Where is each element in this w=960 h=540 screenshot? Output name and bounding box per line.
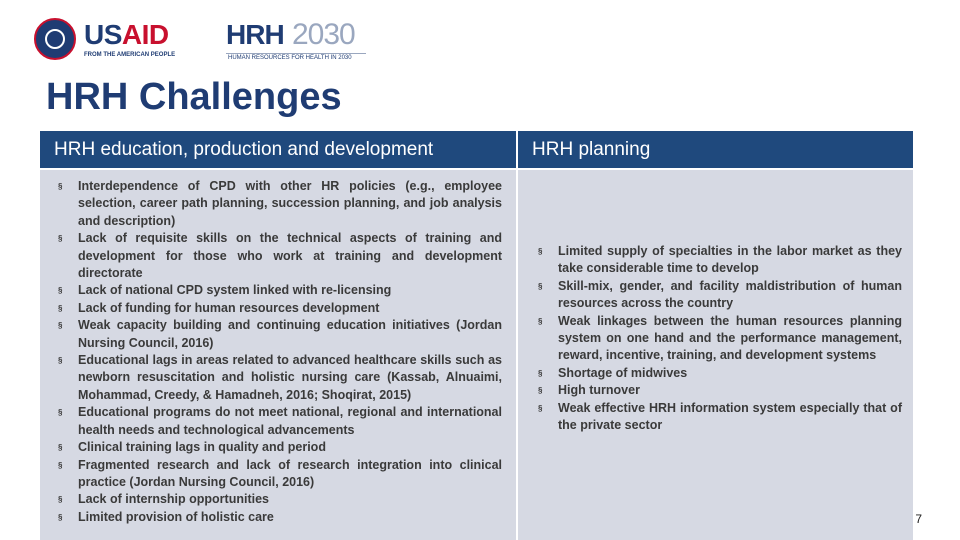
bullet-icon: § (58, 443, 63, 453)
hrh-year: 2030 (292, 18, 355, 51)
bullet-icon: § (58, 512, 63, 522)
bullet-icon: § (538, 386, 543, 396)
list-item: § Fragmented research and lack of research integration into clinical practice (Jordan Nursing Council, 2016) (58, 457, 502, 489)
bullet-icon: § (58, 460, 63, 470)
bullet-icon: § (538, 281, 543, 291)
right-bullet-list (538, 243, 902, 434)
list-item: § Weak linkages between the human resources planning system on one hand and the performance management, reward, incentive, training, and development systems (538, 313, 902, 363)
bullet-icon: § (58, 286, 63, 296)
hrh-tagline: HUMAN RESOURCES FOR HEALTH IN 2030 (228, 55, 352, 61)
right-column-header: HRH planning (518, 131, 913, 168)
list-item: § Weak capacity building and continuing education initiatives (Jordan Nursing Council, 2016) (58, 318, 502, 350)
bullet-icon: § (58, 303, 63, 313)
list-item: § High turnover (558, 382, 902, 399)
bullet-icon: § (538, 316, 543, 326)
left-bullet-list (58, 178, 502, 526)
list-item: § Lack of national CPD system linked with re-licensing (78, 282, 502, 299)
bullet-icon: § (538, 368, 543, 378)
list-item: § Skill-mix, gender, and facility maldistribution of human resources across the country (538, 278, 902, 311)
list-item: § Lack of requisite skills on the technical aspects of training and development for those who work at training and development directorate (58, 231, 502, 281)
slide-title: HRH Challenges (46, 76, 342, 118)
bullet-icon: § (58, 321, 63, 331)
usaid-wordmark: USAID (84, 19, 169, 50)
list-item: § Educational lags in areas related to advanced healthcare skills such as newborn resuscitation and holistic nursing care (Kassab, Alnuaimi, Mohammad, Creedy, & Hamadneh, 2016; Shoqirat, 2015) (58, 353, 502, 402)
bullet-icon: § (538, 247, 543, 256)
list-item: § Limited provision of holistic care (78, 509, 502, 526)
list-item: § Lack of funding for human resources development (78, 300, 502, 317)
hrh2030-logo (226, 20, 368, 66)
usaid-logo (34, 18, 194, 64)
bullet-icon: § (58, 182, 63, 191)
list-item: § Clinical training lags in quality and period (78, 439, 502, 456)
usaid-tagline: FROM THE AMERICAN PEOPLE (84, 52, 176, 58)
list-item: § Shortage of midwives (558, 365, 902, 382)
list-item: § Limited supply of specialties in the labor market as they take considerable time to develop (538, 244, 902, 276)
list-item: § Educational programs do not meet national, regional and international health needs and technological advancements (58, 405, 502, 437)
bullet-icon: § (58, 356, 63, 366)
bullet-icon: § (538, 403, 543, 413)
usaid-seal-icon (34, 18, 76, 60)
hrh-divider (226, 53, 366, 54)
list-item: § Lack of internship opportunities (78, 491, 502, 508)
bullet-icon: § (58, 495, 63, 505)
left-column-header: HRH education, production and development (40, 131, 516, 168)
list-item: § Interdependence of CPD with other HR policies (e.g., employee selection, career path planning, succession planning, and job analysis and description) (58, 179, 502, 228)
bullet-icon: § (58, 408, 63, 418)
list-item: § Weak effective HRH information system especially that of the private sector (538, 400, 902, 433)
page-number: 7 (915, 512, 922, 526)
hrh-wordmark: HRH (226, 19, 284, 50)
bullet-icon: § (58, 234, 63, 244)
